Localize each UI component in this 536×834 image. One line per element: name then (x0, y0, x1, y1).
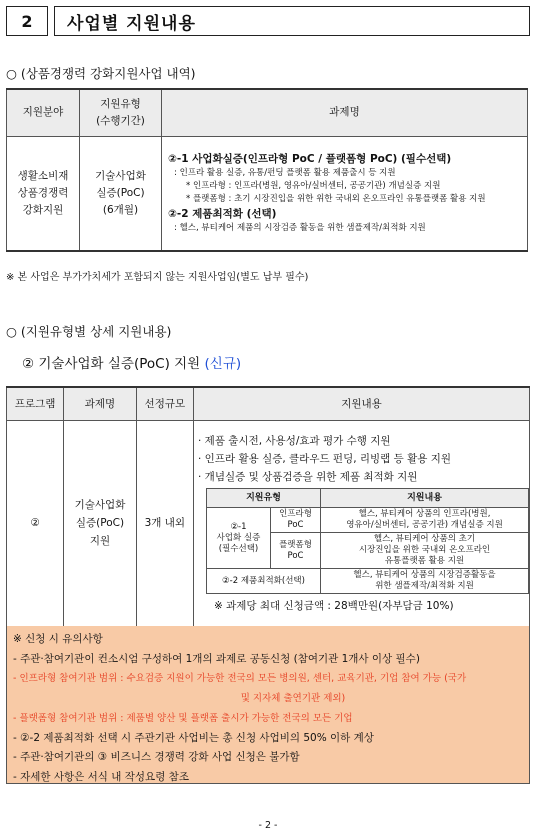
cell-field (7, 136, 80, 251)
cell-content (194, 420, 530, 626)
content-bullet: · 제품 출시전, 사용성/효과 평가 수행 지원 (198, 435, 391, 447)
type-line: 기술사업화 (95, 169, 146, 182)
content-line: 영유아/실버센터, 공공기관) 개념실증 지원 (346, 520, 503, 530)
max-amount-note: ※ 과제당 최대 신청금액 : 28백만원(자부담금 10%) (214, 600, 454, 612)
type-line: PoC (287, 520, 304, 530)
subtable-group-2-1 (207, 508, 271, 569)
col-header-type-line2: (수행기간) (96, 114, 145, 127)
notes-list (13, 650, 523, 788)
content-line: 위한 샘플제작/최적화 지원 (375, 581, 474, 591)
col-header-field: 지원분야 (7, 89, 80, 136)
note-item: - ②-2 제품최적화 선택 시 주관기관 사업비는 총 신청 사업비의 50% 이하 계상 (13, 731, 374, 744)
note-item: - 주관·참여기관의 ③ 비즈니스 경쟁력 강화 사업 신청은 불가함 (13, 751, 300, 764)
subtable-type-platform (271, 533, 321, 569)
group-line: 사업화 실증 (216, 532, 261, 543)
col-header-type-line1: 지원유형 (100, 97, 141, 110)
type-line: PoC (287, 550, 304, 561)
vat-note: ※ 본 사업은 부가가치세가 포함되지 않는 지원사업임(별도 납부 필수) (6, 272, 309, 283)
subsection-title-detail: ○ (지원유형별 상세 지원내용) (6, 324, 172, 339)
program-detail-table (6, 386, 530, 627)
task-line: ②-1 사업화실증(인프라형 PoC / 플랫폼형 PoC) (필수선택) (168, 153, 452, 166)
cell-program: ② (7, 420, 64, 626)
support-program-table (6, 88, 528, 252)
application-notes-box (6, 626, 530, 784)
note-item: 및 지자체 출연기관 제외) (240, 693, 346, 705)
subtable-content-platform (321, 533, 529, 569)
note-item: - 주관·참여기관이 컨소시엄 구성하여 1개의 과제로 공동신청 (참여기관 1개사 이상 필수) (13, 652, 420, 665)
col-header-type (80, 89, 162, 136)
cell-scale: 3개 내외 (136, 420, 193, 626)
type-line: (6개월) (102, 203, 139, 216)
type-line: 인프라형 (279, 509, 312, 519)
field-line: 상품경쟁력 (17, 186, 69, 199)
task-line: * 플랫폼형 : 초기 시장진입을 위한 위한 국내외 온오프라인 유통플랫폼 활용 지원 (186, 194, 486, 205)
task-line: : 인프라 활용 실증, 유통/펀딩 플랫폼 활용 제품출시 등 지원 (174, 168, 396, 179)
section-number: 2 (6, 6, 48, 36)
subtable-header-type: 지원유형 (207, 489, 321, 508)
subtable-content-optimization (321, 569, 529, 594)
task-line: 실증(PoC) (75, 517, 125, 529)
col-header-task: 과제명 (64, 387, 136, 420)
task-line: 기술사업화 (74, 499, 126, 511)
support-type-subtable (206, 488, 529, 594)
program-subtitle-text: ② 기술사업화 실증(PoC) 지원 (22, 356, 201, 372)
cell-type (80, 136, 162, 251)
content-line: 헬스, 뷰티케어 상품의 초기 (373, 534, 476, 544)
section-header (6, 6, 530, 36)
subtable-content-infra (321, 508, 529, 533)
subtable-type-optimization: ②-2 제품최적화(선택) (207, 569, 321, 594)
program-subtitle (22, 352, 241, 372)
subtable-header-content: 지원내용 (321, 489, 529, 508)
new-tag: (신규) (204, 356, 242, 372)
type-line: 플랫폼형 (279, 539, 312, 550)
note-item: - 자세한 사항은 서식 내 작성요령 참조 (13, 770, 189, 783)
content-bullet: · 인프라 활용 실증, 클라우드 펀딩, 리빙랩 등 활용 지원 (198, 453, 452, 465)
notes-title: ※ 신청 시 유의사항 (13, 633, 103, 645)
content-line: 시장진입을 위한 국내외 온오프라인 (358, 545, 491, 555)
group-line: ②-1 (230, 521, 247, 532)
type-line: 실증(PoC) (96, 186, 145, 199)
cell-task (64, 420, 136, 626)
content-bullet: · 개념실증 및 상품검증을 위한 제품 최적화 지원 (198, 471, 418, 483)
col-header-program: 프로그램 (7, 387, 64, 420)
content-line: 헬스, 뷰티케어 상품의 인프라(병원, (358, 509, 491, 519)
subsection-title-support-list: ○ (상품경쟁력 강화지원사업 내역) (6, 66, 196, 81)
note-item: - 인프라형 참여기관 범위 : 수요검증 지원이 가능한 전국의 모든 병의원, 센터, 교육기관, 기업 참여 가능 (국가 (13, 673, 467, 685)
subtable-type-infra (271, 508, 321, 533)
content-line: 유통플랫폼 활용 지원 (384, 556, 465, 566)
col-header-content: 지원내용 (194, 387, 530, 420)
content-line: 헬스, 뷰티케어 상품의 시장검증활동을 (353, 570, 496, 580)
cell-task-details (162, 136, 528, 251)
field-line: 생활소비재 (17, 169, 69, 182)
field-line: 강화지원 (22, 203, 64, 216)
task-line: : 헬스, 뷰티케어 제품의 시장검증 활동을 위한 샘플제작/최적화 지원 (174, 223, 426, 234)
col-header-scale: 선정규모 (136, 387, 193, 420)
task-line: ②-2 제품최적화 (선택) (168, 208, 277, 221)
task-line: * 인프라형 : 인프라(병원, 영유아/실버센터, 공공기관) 개념실증 지원 (186, 181, 441, 192)
note-item: - 플랫폼형 참여기관 범위 : 제품별 양산 및 플랫폼 출시가 가능한 전국의 모든 기업 (13, 712, 353, 724)
task-line: 지원 (89, 535, 111, 547)
group-line: (필수선택) (218, 543, 259, 554)
section-title: 사업별 지원내용 (54, 6, 530, 36)
page-number: - 2 - (258, 820, 278, 831)
col-header-task: 과제명 (162, 89, 528, 136)
